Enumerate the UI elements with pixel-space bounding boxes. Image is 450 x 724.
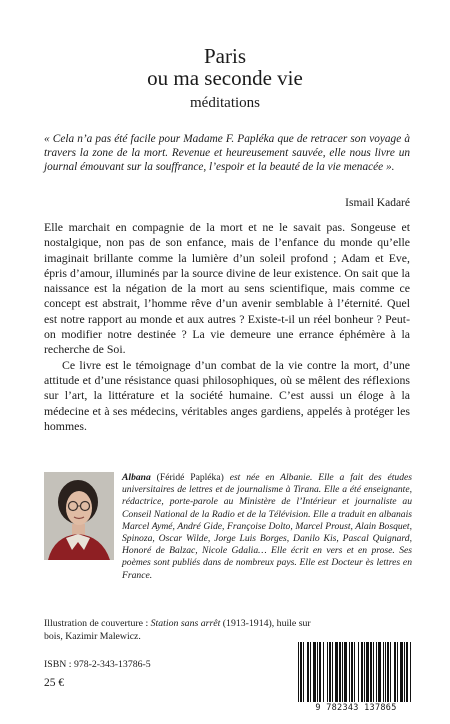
barcode: [294, 642, 418, 704]
cover-illustration-credit: [44, 617, 314, 643]
book-title-line2: ou ma seconde vie: [147, 66, 303, 90]
credit-prefix: Illustration de couverture :: [44, 618, 151, 629]
paragraph-2: Ce livre est le témoignage d’un combat de la vie contre la mort, d’une attitude et d’une résistance quasi philosophiques, où se mêlent des réflexions sur l’art, la littérature et la société humaine. C’est aussi un éloge à la médecine et à ses médecins, véritables anges gardiens, appelés à protéger les hommes.: [44, 357, 410, 433]
quote-author: Ismail Kadaré: [345, 197, 410, 209]
barcode-digits: 9 782343 137865: [315, 703, 397, 713]
author-bio: [122, 472, 412, 582]
author-real-name: (Féridé Papléka): [156, 472, 224, 483]
paragraph-1: Elle marchait en compagnie de la mort et ne le savait pas. Songeuse et nostalgique, non pas de son enfance, mais de l’enfance du monde qu’elle imaginait brillante comme la lumière d’un soleil profond ; Adam et Eve, épris d’amour, illuminés par la source divine de leur existence. On sait que la naissance est la négation de la mort au sens scientifique, mais comme ce concept est abstrait, l’homme rêve d’un avenir semblable à l’éternité. Quel est notre rapport au monde et aux autres ? Existe-t-il un réel bonheur ? Peut-on modifier notre destinée ? La vie demeure une errance éphémère à la recherche de Soi.: [44, 220, 410, 357]
price: 25 €: [44, 677, 65, 689]
author-name: Albana: [122, 472, 151, 483]
credit-work-title: Station sans arrêt: [150, 618, 221, 629]
back-cover-text: [44, 220, 410, 434]
blurb-quote: « Cela n’a pas été facile pour Madame F. Papléka que de retracer son voyage à travers la zone de la mort. Revenue et heureusement sauvée, elle nous livre un journal émouvant sur la souffrance, l’espoir et la beauté de la vie menacée ».: [44, 133, 410, 173]
book-subtitle: méditations: [190, 95, 260, 111]
author-bio-text: est née en Albanie. Elle a fait des études universitaires de lettres et de journalisme à Tirana. Elle a été enseignante, rédactrice, porte-parole au Ministère de l’Intérieur et journaliste au Conseil National de la Radio et de la Télévision. Elle a traduit en albanais Marcel Aymé, André Gide, Françoise Dolto, Marcel Proust, Alain Bosquet, Spinoza, Oscar Wilde, Jorge Luis Borges, Danilo Kis, Pascal Quignard, Honoré de Balzac, Nicole Gdalia… Elle écrit en vers et en prose. Ses poèmes sont publiés dans de nombreux pays. Elle est Docteur ès lettres en France.: [122, 472, 413, 581]
isbn: ISBN : 978-2-343-13786-5: [44, 659, 151, 670]
book-title-line1: Paris: [204, 44, 246, 68]
author-photo: [44, 472, 114, 560]
credit-details: (1913-1914), huile sur bois, Kazimir Malewicz.: [44, 618, 311, 642]
